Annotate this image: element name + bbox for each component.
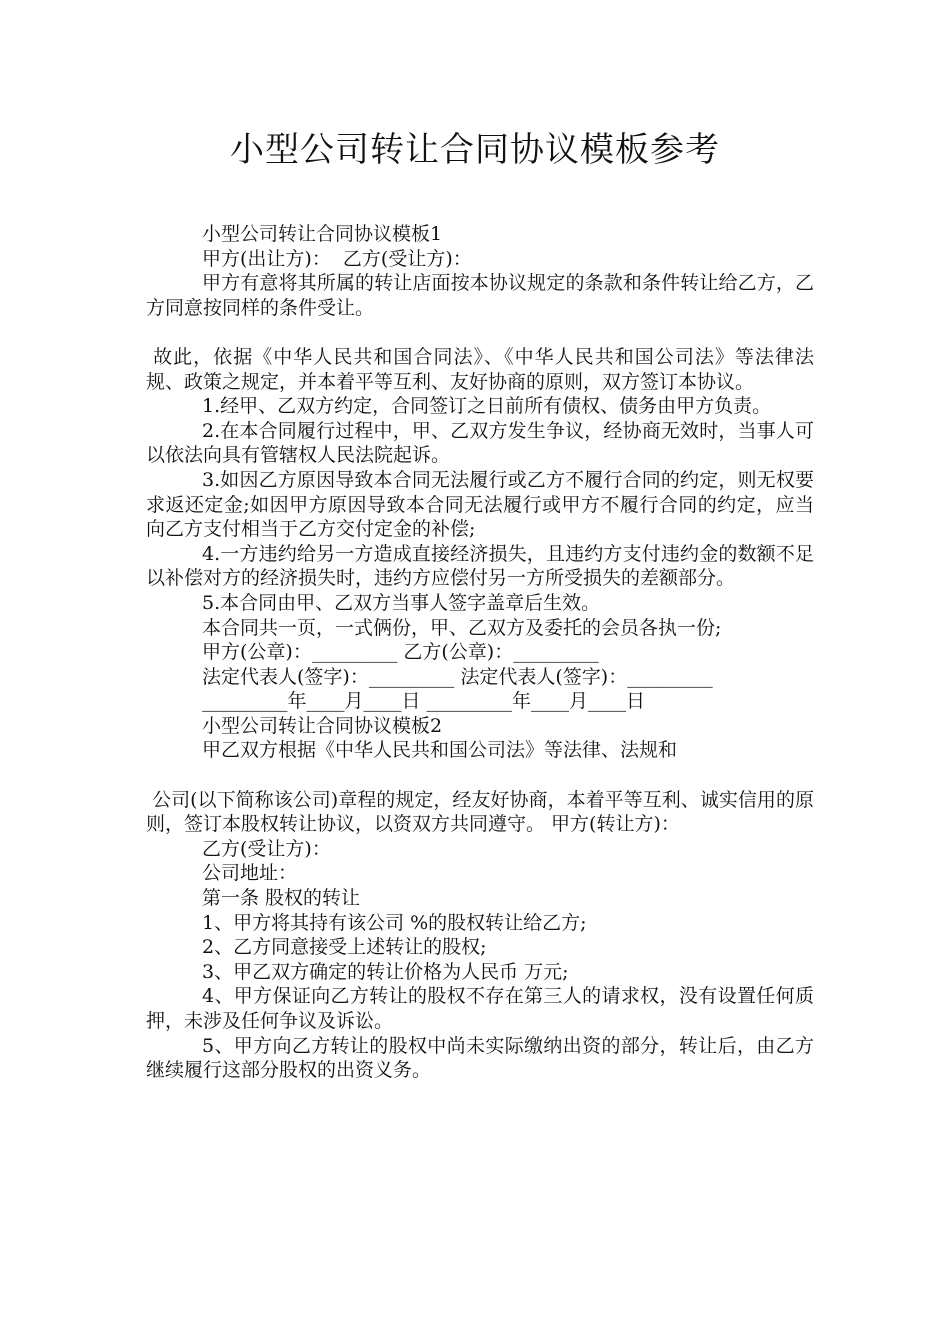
document-paragraph: 3、甲乙双方确定的转让价格为人民币 万元;	[202, 960, 569, 983]
document-paragraph: 甲乙双方根据《中华人民共和国公司法》等法律、法规和	[202, 739, 678, 762]
document-body	[146, 222, 814, 1083]
document-paragraph: 3.如因乙方原因导致本合同无法履行或乙方不履行合同的约定，则无权要求返还定金;如因甲方原因导致本合同无法履行或甲方不履行合同的约定，应当向乙方支付相当于乙方交付定金的补偿;	[146, 468, 814, 541]
blank-line	[146, 763, 814, 788]
document-paragraph: 法定代表人(签字)：_________ 法定代表人(签字)：_________	[202, 665, 713, 688]
document-paragraph: 小型公司转让合同协议模板1	[202, 223, 443, 245]
document-paragraph: 4.一方违约给另一方造成直接经济损失，且违约方支付违约金的数额不足以补偿对方的经济损失时，违约方应偿付另一方所受损失的差额部分。	[146, 542, 814, 590]
document-paragraph: 2.在本合同履行过程中，甲、乙双方发生争议，经协商无效时，当事人可以依法向具有管辖权人民法院起诉。	[146, 419, 814, 467]
document-title: 小型公司转让合同协议模板参考	[230, 130, 720, 170]
document-paragraph: 1.经甲、乙双方约定，合同签订之日前所有债权、债务由甲方负责。	[202, 395, 772, 418]
document-paragraph: 甲方有意将其所属的转让店面按本协议规定的条款和条件转让给乙方，乙方同意按同样的条件受让。	[146, 272, 814, 319]
document-paragraph: 5.本合同由甲、乙双方当事人签字盖章后生效。	[202, 591, 601, 614]
document-paragraph: 第一条 股权的转让	[202, 887, 361, 910]
document-paragraph: 2、乙方同意接受上述转让的股权;	[202, 936, 487, 959]
document-paragraph: 公司(以下简称该公司)章程的规定，经友好协商，本着平等互利、诚实信用的原则，签订本股权转让协议，以资双方共同遵守。 甲方(转让方)：	[146, 788, 814, 836]
document-paragraph: 1、甲方将其持有该公司 %的股权转让给乙方;	[202, 911, 587, 934]
document-paragraph: 4、甲方保证向乙方转让的股权不存在第三人的请求权，没有设置任何质押，未涉及任何争议及诉讼。	[146, 985, 814, 1032]
document-paragraph: 5、甲方向乙方转让的股权中尚未实际缴纳出资的部分，转让后，由乙方继续履行这部分股权的出资义务。	[146, 1034, 814, 1082]
document-paragraph: 故此，依据《中华人民共和国合同法》、《中华人民共和国公司法》等法律法规、政策之规定，并本着平等互利、友好协商的原则，双方签订本协议。	[146, 345, 814, 393]
document-paragraph: 乙方(受让方)：	[202, 837, 331, 860]
document-paragraph: 本合同共一页，一式俩份，甲、乙双方及委托的会员各执一份;	[202, 616, 722, 639]
document-paragraph: 甲方(公章)：_________ 乙方(公章)：_________	[202, 641, 599, 664]
document-paragraph: 小型公司转让合同协议模板2	[202, 714, 443, 737]
document-paragraph: 甲方(出让方)： 乙方(受让方)：	[202, 247, 472, 270]
document-paragraph: _________年____月____日 _________年____月____日	[202, 690, 646, 713]
blank-line	[146, 320, 814, 345]
document-paragraph: 公司地址：	[202, 862, 298, 885]
